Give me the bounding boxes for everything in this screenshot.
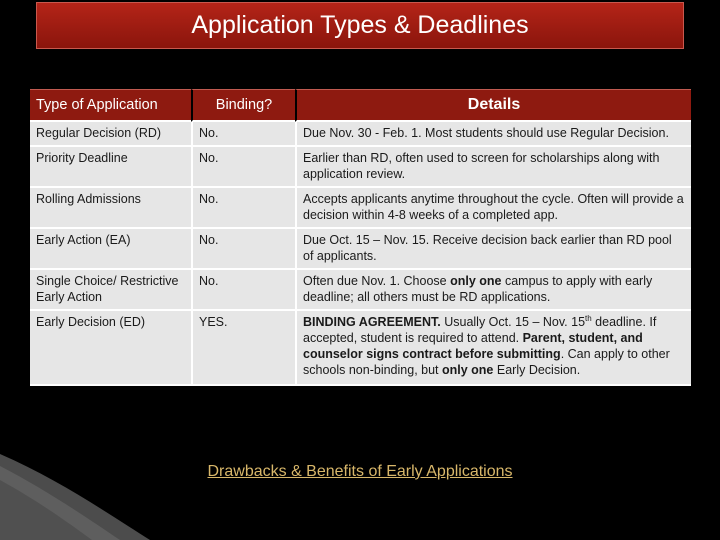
header-type: Type of Application <box>30 89 191 122</box>
cell-details <box>295 270 691 311</box>
cell-binding: No. <box>191 188 295 229</box>
cell-type: Priority Deadline <box>30 147 191 188</box>
cell-details: Accepts applicants anytime throughout the cycle. Often will provide a decision within 4-8 weeks of a completed app. <box>295 188 691 229</box>
details-emphasis: BINDING AGREEMENT. <box>303 315 441 329</box>
early-applications-link[interactable]: Drawbacks & Benefits of Early Applications <box>207 463 513 480</box>
title-banner <box>36 2 684 49</box>
details-text: . Can apply to other schools non-binding, but <box>303 347 670 377</box>
cell-type: Early Action (EA) <box>30 229 191 270</box>
cell-binding: YES. <box>191 311 295 386</box>
table-row <box>30 229 691 270</box>
decorative-swoosh <box>0 440 720 540</box>
link-container <box>0 463 720 481</box>
cell-type: Early Decision (ED) <box>30 311 191 386</box>
cell-details: Due Oct. 15 – Nov. 15. Receive decision back earlier than RD pool of applicants. <box>295 229 691 270</box>
table-row <box>30 270 691 311</box>
cell-binding: No. <box>191 229 295 270</box>
details-emphasis: Parent, student, and counselor signs contract before submitting <box>303 331 643 361</box>
cell-binding: No. <box>191 270 295 311</box>
details-text: Often due Nov. 1. Choose <box>303 274 451 288</box>
application-types-table <box>30 89 691 386</box>
details-text: Usually Oct. 15 – Nov. 15 <box>440 315 586 329</box>
page-title: Application Types & Deadlines <box>191 11 529 39</box>
table-row <box>30 147 691 188</box>
cell-type: Regular Decision (RD) <box>30 122 191 147</box>
cell-details <box>295 311 691 386</box>
table-row <box>30 188 691 229</box>
cell-binding: No. <box>191 147 295 188</box>
details-text: Early Decision. <box>493 363 581 377</box>
table-row <box>30 122 691 147</box>
table-header-row <box>30 89 691 122</box>
cell-details: Due Nov. 30 - Feb. 1. Most students should use Regular Decision. <box>295 122 691 147</box>
cell-binding: No. <box>191 122 295 147</box>
details-superscript: th <box>585 313 592 323</box>
cell-details: Earlier than RD, often used to screen for scholarships along with application review. <box>295 147 691 188</box>
details-emphasis: only one <box>441 363 494 377</box>
details-text: deadline. If accepted, student is required to attend. <box>303 315 657 345</box>
cell-type: Rolling Admissions <box>30 188 191 229</box>
cell-type: Single Choice/ Restrictive Early Action <box>30 270 191 311</box>
header-details: Details <box>295 89 691 122</box>
details-text: campus to apply with early deadline; all others must be RD applications. <box>303 274 653 304</box>
table-row <box>30 311 691 386</box>
header-binding: Binding? <box>191 89 295 122</box>
details-emphasis: only one <box>450 274 502 288</box>
